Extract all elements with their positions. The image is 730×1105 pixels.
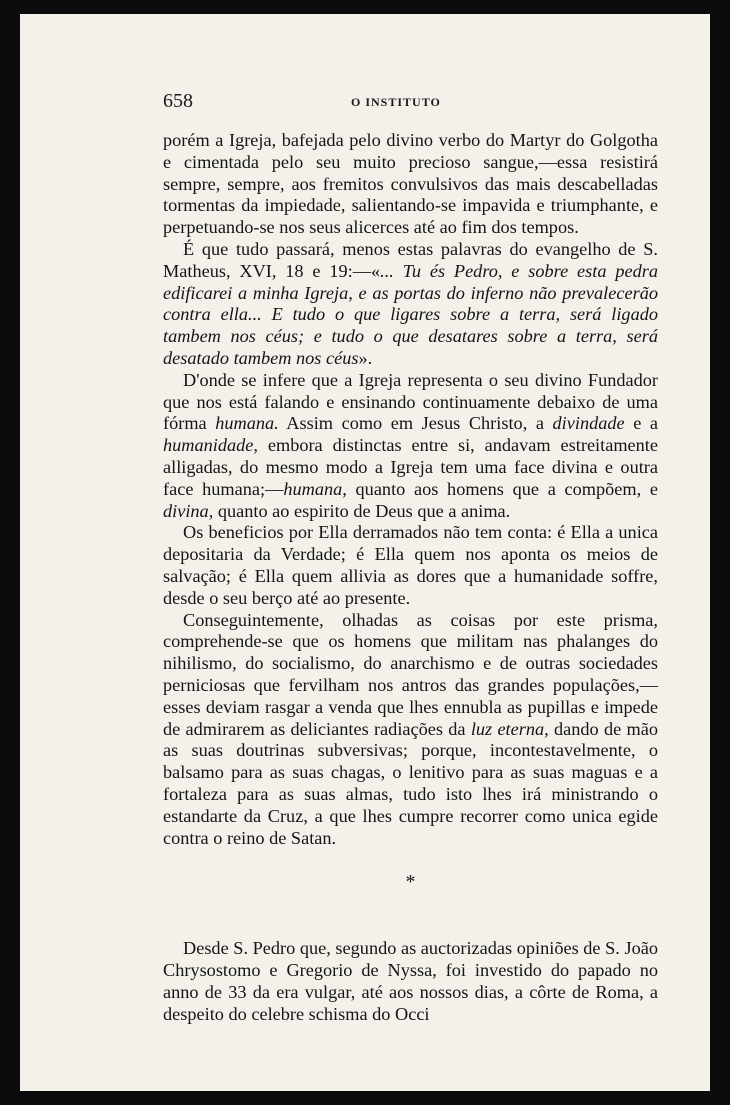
page-number: 658 [163,90,193,112]
paragraph [163,239,658,370]
paragraph [163,938,658,1025]
text-run: embora distinctas entre si, andavam estreitamente alligadas, do mesmo modo a Igreja tem uma face divina e outra face humana;— [163,435,658,499]
text-run: D'onde se infere que a Igreja representa o seu divino Fundador que nos está falando e ensinando continuamente debaixo de uma fórma [163,369,658,434]
text-run: porém a Igreja, bafejada pelo divino verbo do Martyr do Golgotha e cimentada pelo seu muito precioso sangue,—essa resistirá sempre, sempre, aos fremitos convulsivos das mais descabelladas tormentas da impiedade, salientando-se impavida e triumphante, e perpetuando-se nos seus alicerces até ao fim dos tempos. [163,130,658,238]
text-run: dando de mão as suas doutrinas subversivas; porque, incontestavelmente, o balsamo para as suas chagas, o lenitivo para as suas maguas e a fortaleza para as suas almas, tudo isto lhes irá ministrando o estandarte da Cruz, a que lhes cumpre recorrer como unica egide contra o reino de Satan. [163,718,658,848]
page-header [163,90,663,116]
paragraph [163,610,658,850]
text-run: ». [358,347,373,368]
text-run: quanto ao espirito de Deus que a anima. [213,500,511,521]
running-title: O INSTITUTO [351,95,441,109]
body-text [163,130,658,1025]
italic-run: humana. [215,413,279,434]
paragraph [163,522,658,609]
text-run: É que tudo passará, menos estas palavras do evangelho de S. Matheus, XVI, 18 e 19:—« [163,238,658,281]
text-run: Assim como em Jesus Christo, a [278,413,553,434]
italic-run: divindade [552,413,625,434]
book-page [20,14,710,1091]
text-run: Desde S. Pedro que, segundo as auctorizadas opiniões de S. João Chrysostomo e Gregorio de Nyssa, foi investido do papado no anno de 33 da era vulgar, até aos nossos dias, a côrte de Roma, a despeito do celebre schisma do Occi [163,938,658,1024]
italic-run: ... Tu és Pedro, e sobre esta pedra edificarei a minha Igreja, e as portas do inferno não prevalecerão contra ella... E tudo o que ligares sobre a terra, será ligado tambem nos céus; e tudo o que desatares sobre a terra, será desatado tambem nos céus [163,260,658,368]
text-run: e a [624,413,659,434]
text-run: Conseguintemente, olhadas as coisas por este prisma, comprehende-se que os homens que militam nas phalanges do nihilismo, do socialismo, do anarchismo e de outras sociedades perniciosas que fervilham nos antros das grandes populações,—esses deviam rasgar a venda que lhes ennubla as pupillas e impede de admirarem as deliciantes radiações da [163,609,658,739]
italic-run: humanidade, [163,435,258,456]
paragraph [163,370,658,523]
text-run: quanto aos homens que a compõem, e [346,478,658,499]
italic-run: humana, [283,478,347,499]
paragraph [163,130,658,239]
text-run: Os beneficios por Ella derramados não tem conta: é Ella a unica depositaria da Verdade; é Ella quem nos aponta os meios de salvação; é Ella quem allivia as dores que a humanidade soffre, desde o seu berço até ao presente. [163,522,658,608]
italic-run: divina, [163,500,214,521]
italic-run: luz eterna, [470,718,549,739]
section-separator: * [405,871,416,894]
